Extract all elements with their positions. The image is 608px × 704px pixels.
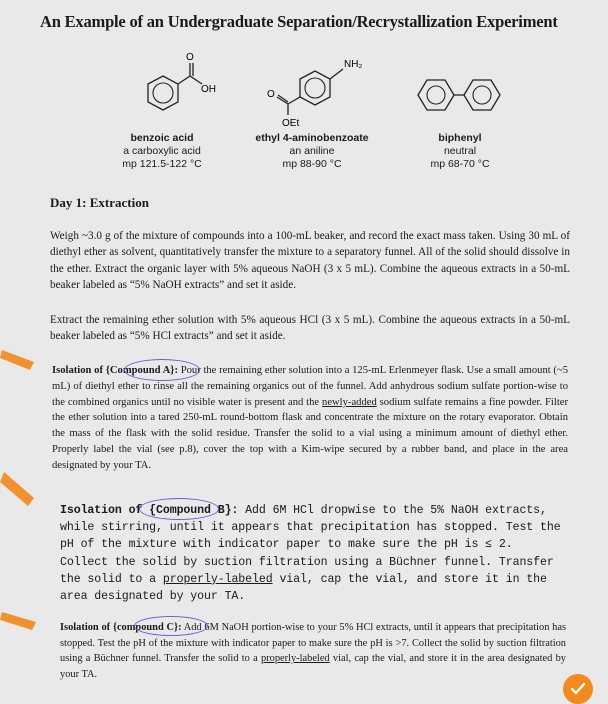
isolation-c-text-2: vial, cap the vial, and store it in the area designated by your TA. (60, 653, 566, 680)
compound-name: ethyl 4-aminobenzoate (255, 132, 369, 144)
paragraph-isolation-a (52, 363, 568, 474)
compound-caption-benzoic-acid (92, 132, 232, 171)
isolation-a-text-2: sodium sulfate remains a fine powder. Filter the ether solution into a tared 250-mL round-bottom flask and concentrate the mixture on the rotary evaporator. Obtain the mass of the flask with the solid residue. Transfer the solid to a vial using a minimum amount of diethyl ether. Properly label the vial (see p.8), cover the top with a Kim-wipe secured by a rubber band, and place in the area designated by your TA. (52, 396, 568, 471)
hydroxyl-label: OH (201, 84, 216, 95)
isolation-a-label: Isolation of {Compound A}: (52, 365, 178, 376)
carbonyl-o-label: O (186, 52, 194, 63)
ethoxy-label: OEt (282, 118, 300, 129)
compound-name: benzoic acid (130, 132, 194, 144)
biphenyl-structure (410, 70, 510, 120)
highlighter-marker-icon (0, 608, 40, 648)
compound-name: biphenyl (438, 132, 482, 144)
paragraph-isolation-c (60, 620, 566, 682)
amine-label: NH₂ (344, 59, 363, 70)
paragraph-extraction-hcl: Extract the remaining ether solution with 5% aqueous HCl (3 x 5 mL). Combine the aqueous extracts in a 50-mL beaker labeled as “5% HCl extracts” and set it aside. (50, 314, 570, 343)
highlighter-marker-icon (0, 468, 40, 518)
page-title: An Example of an Undergraduate Separation/Recrystallization Experiment (40, 12, 558, 31)
compound-type: neutral (443, 145, 477, 157)
isolation-c-text-1: Add 6M NaOH portion-wise to your 5% HCl extracts, until it appears that precipitation has stopped. Test the pH of the mixture with indicator paper to make sure the pH is >7. Collect the solid by suction filtration using a Büchner funnel. Transfer the solid to a (60, 622, 566, 665)
isolation-b-underlined: properly-labeled (162, 572, 273, 586)
ester-o-label: O (267, 89, 275, 100)
isolation-a-text-1: Pour the remaining ether solution into a 125-mL Erlenmeyer flask. Use a small amount (~5 mL) of diethyl ether to rinse all the remaining organics out of the funnel. Add anhydrous sodium sulfate portion-wise to the combined organics until no visible water is present and the (52, 365, 568, 408)
isolation-b-text-1: Add 6M HCl dropwise to the 5% NaOH extracts, while stirring, until it appears that precipitation has stopped. Test the pH of the mixture with indicator paper to make sure the pH is ≤ 2. Collect the solid by suction filtration using a Büchner funnel. Transfer the solid to a (60, 504, 561, 586)
highlighter-marker-icon (0, 344, 40, 384)
compound-type: an aniline (289, 145, 335, 157)
benzoic-acid-structure (128, 50, 218, 125)
isolation-c-label: Isolation of {compound C}: (60, 622, 182, 633)
compound-mp: mp 68-70 °C (430, 158, 490, 170)
isolation-c-underlined: properly-labeled (260, 653, 330, 665)
compound-caption-biphenyl (390, 132, 530, 171)
paragraph-isolation-b (60, 502, 566, 605)
compound-mp: mp 121.5-122 °C (122, 158, 202, 170)
compound-caption-ethyl-aminobenzoate (242, 132, 382, 171)
compound-type: a carboxylic acid (123, 145, 201, 157)
isolation-b-label: Isolation of {Compound B}: (60, 504, 239, 517)
ethyl-aminobenzoate-structure (255, 45, 375, 130)
compound-mp: mp 88-90 °C (282, 158, 342, 170)
paragraph-extraction-naoh: Weigh ~3.0 g of the mixture of compounds into a 100-mL beaker, and record the exact mass taken. Using 30 mL of diethyl ether as solvent, quantitatively transfer the mixture to a separatory funnel. All of the solid should dissolve in the ether. Extract the organic layer with 5% aqueous NaOH (3 x 5 mL). Combine the aqueous extracts in a 50-mL beaker labeled as “5% NaOH extracts” and set it aside. (50, 230, 570, 292)
isolation-a-underlined: newly-added (322, 396, 377, 408)
day-heading: Day 1: Extraction (50, 195, 149, 210)
isolation-b-text-2: vial, cap the vial, and store it in the area designated by your TA. (60, 572, 547, 604)
